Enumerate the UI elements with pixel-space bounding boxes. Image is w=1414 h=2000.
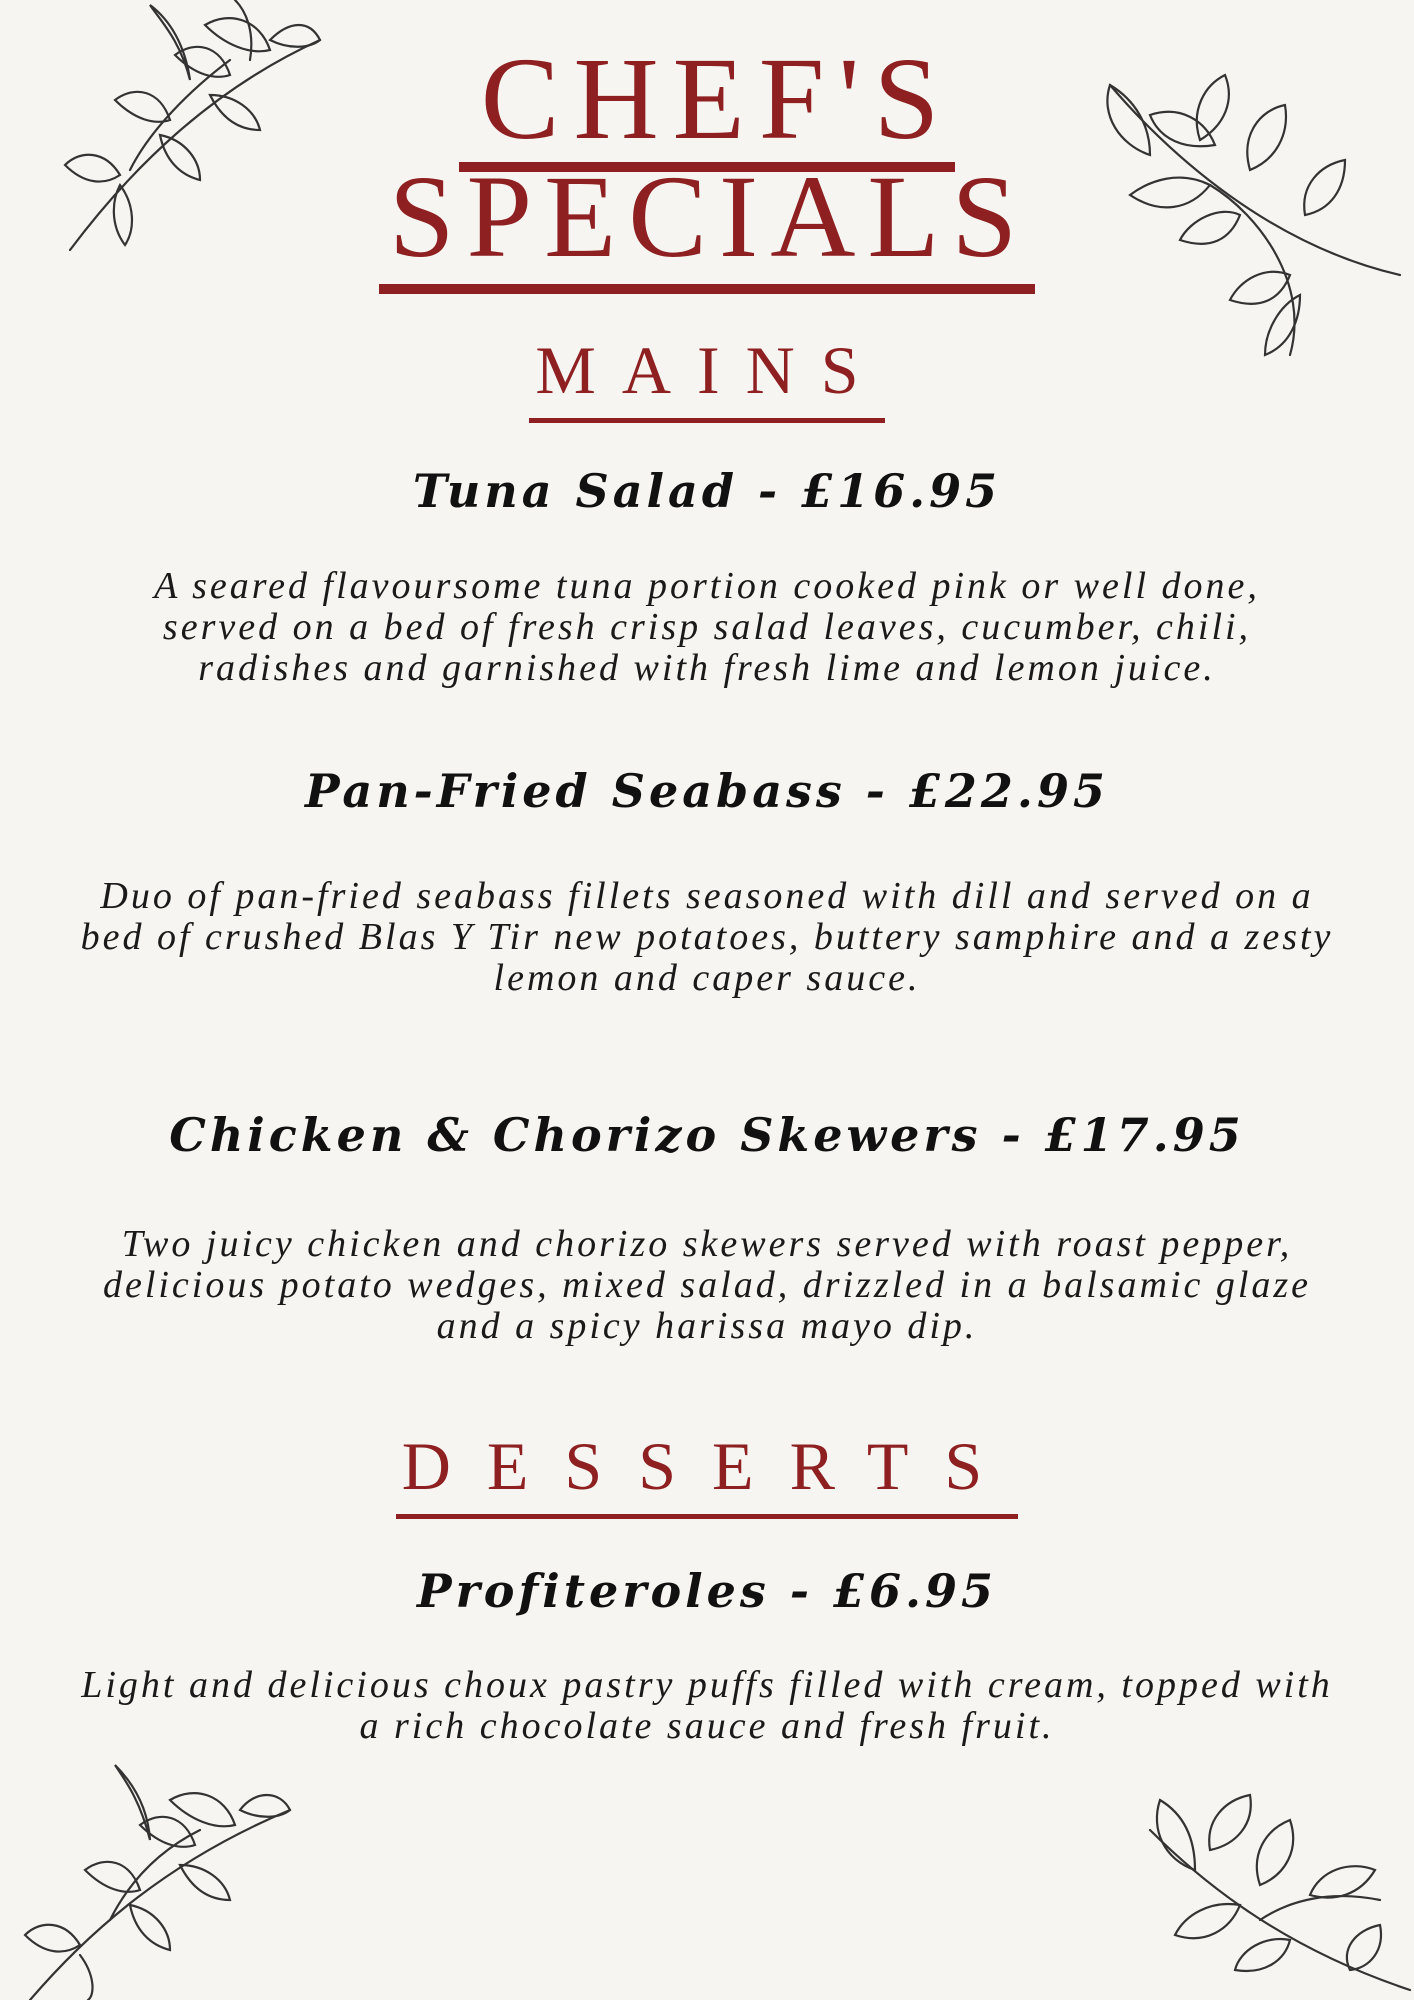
dish-title: Chicken & Chorizo Skewers - £17.95 [169,1108,1245,1162]
page-title-line-2 [0,151,1414,294]
leaf-branch-icon [1140,1790,1414,2000]
section-heading-text: DESSERTS [396,1432,1018,1519]
title-text-1: CHEF'S [459,40,956,172]
title-text-2: SPECIALS [379,158,1035,294]
section-heading-text: MAINS [529,336,884,423]
dish-title: Profiteroles - £6.95 [416,1564,997,1618]
section-heading-desserts [0,1428,1414,1519]
dish-description: A seared flavoursome tuna portion cooked pink or well done, served on a bed of fresh crisp salad leaves, cucumber, chili, radishes and garnished with fresh lime and lemon juice. [154,565,1260,689]
dish-description: Two juicy chicken and chorizo skewers served with roast pepper, delicious potato wedges, mixed salad, drizzled in a balsamic glaze and a spicy harissa mayo dip. [102,1223,1312,1347]
section-heading-mains [0,332,1414,423]
dish-description: Light and delicious choux pastry puffs filled with cream, topped with a rich chocolate sauce and fresh fruit. [81,1664,1333,1747]
leaf-branch-icon [0,1760,340,2000]
dish-title: Tuna Salad - £16.95 [412,464,1002,518]
dish-title: Pan-Fried Seabass - £22.95 [305,764,1109,818]
dish-description: Duo of pan-fried seabass fillets seasoned with dill and served on a bed of crushed Blas Y Tir new potatoes, buttery samphire and a zesty lemon and caper sauce. [80,875,1334,999]
